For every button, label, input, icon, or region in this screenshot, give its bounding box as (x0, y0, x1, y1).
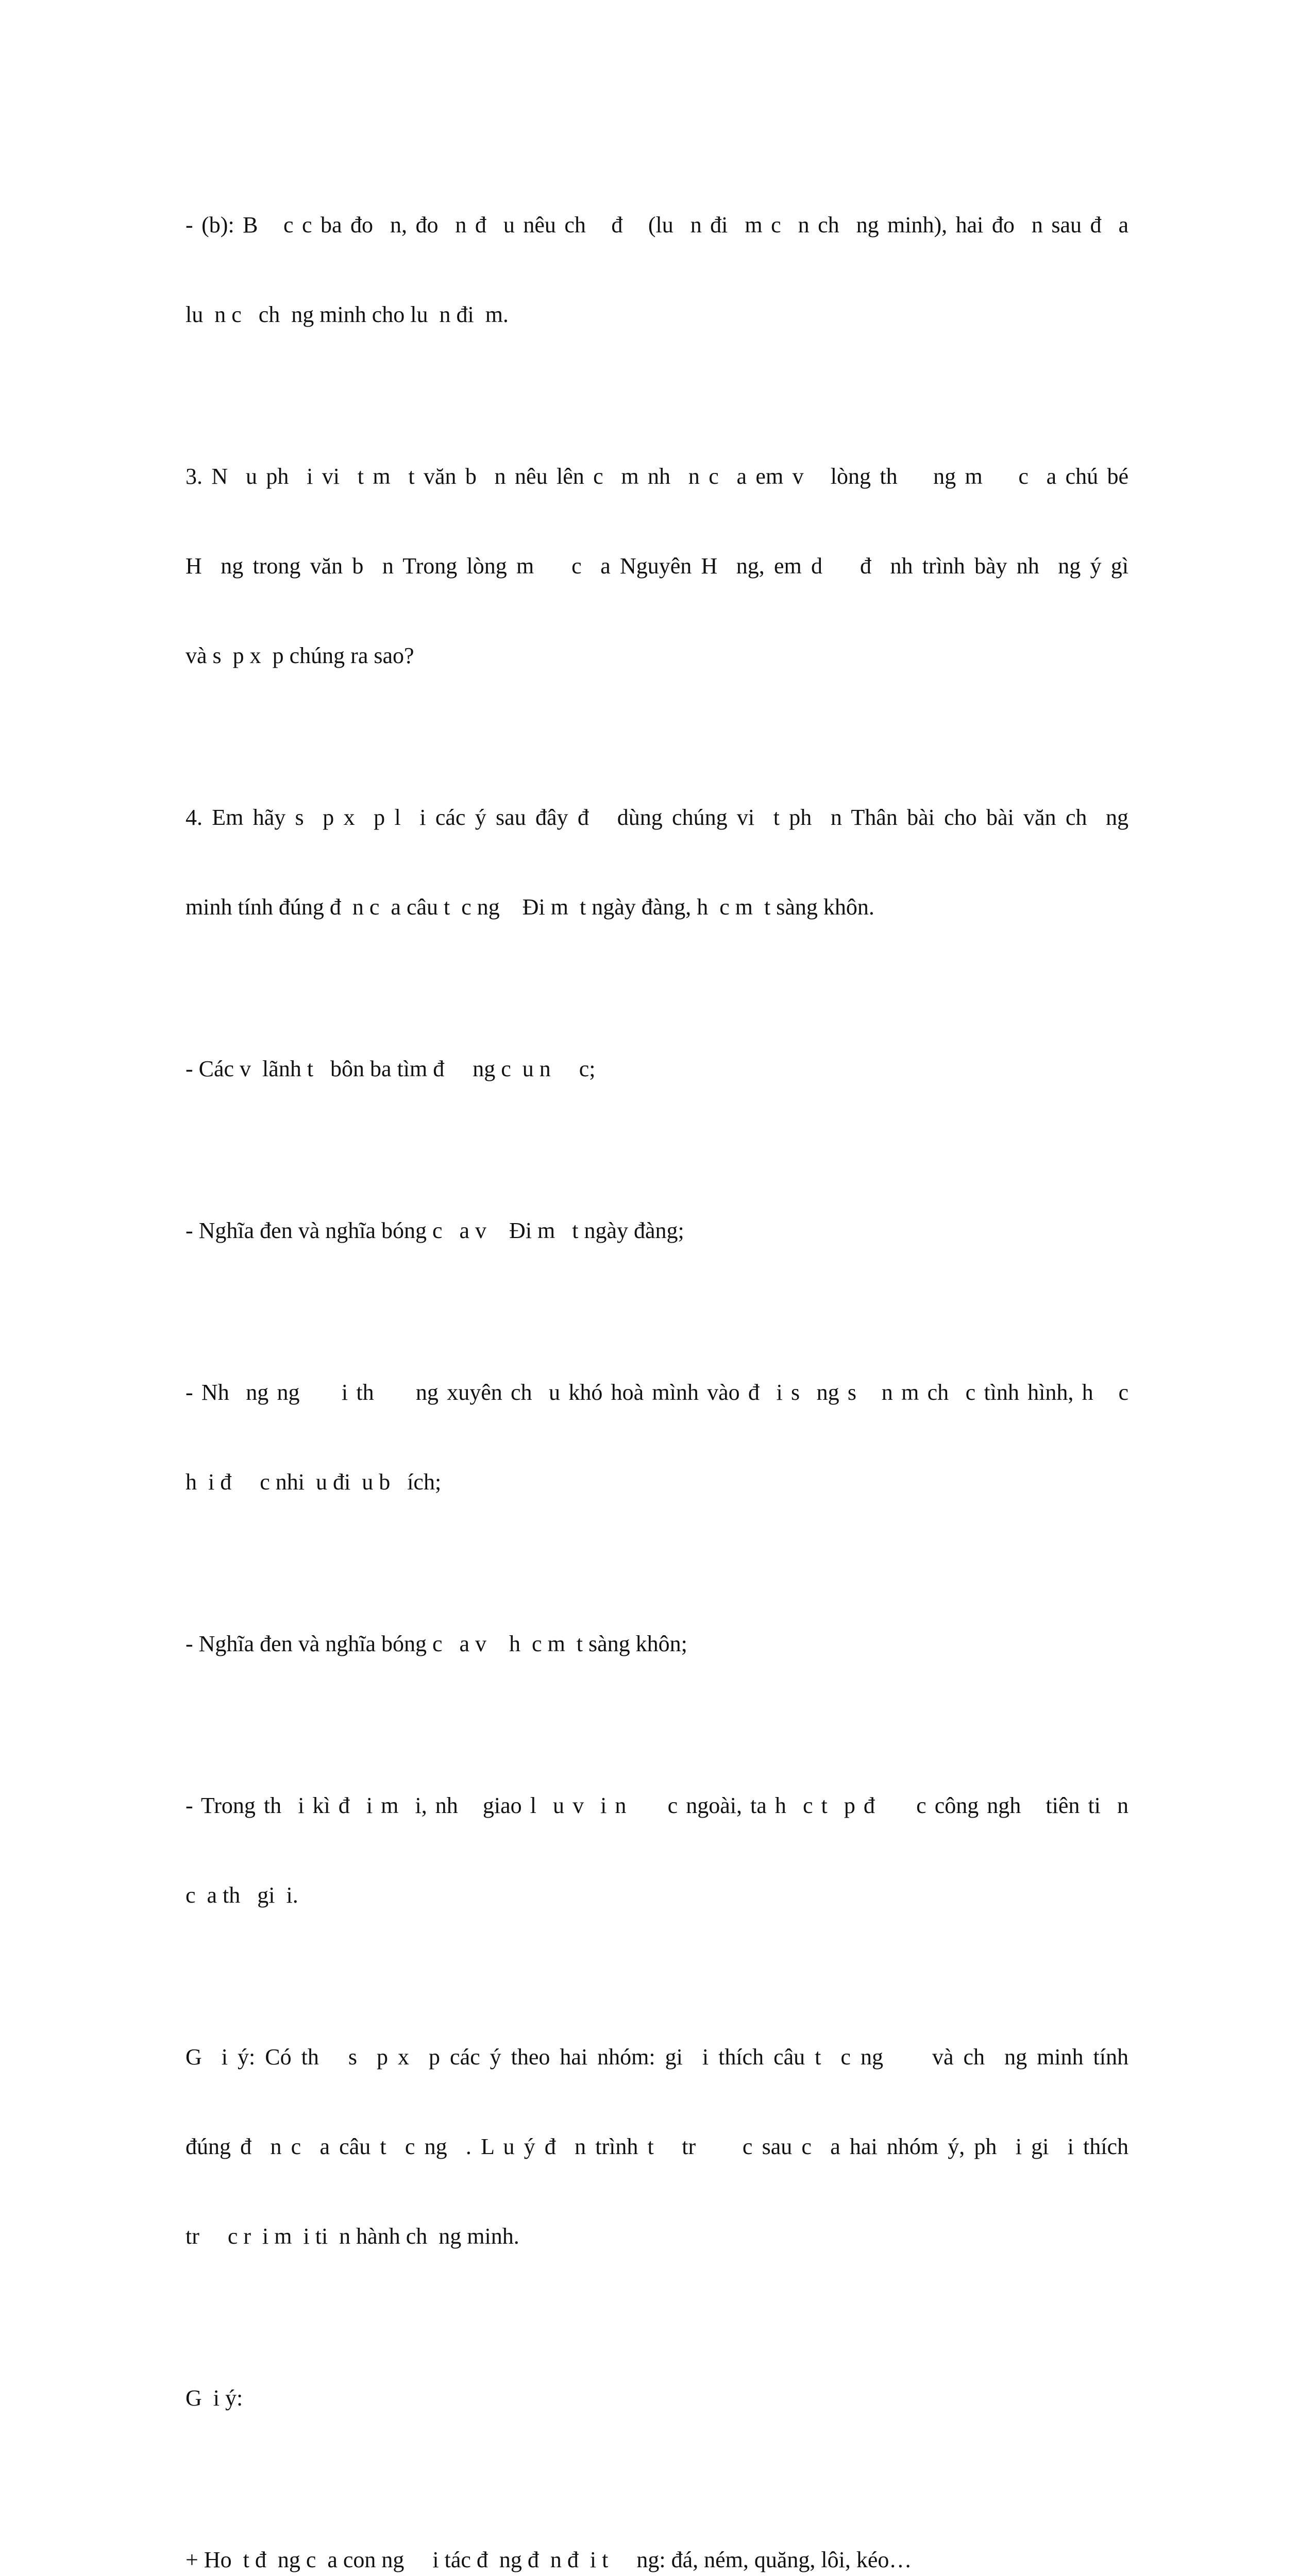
list-item (186, 1318, 1128, 1557)
list-item (186, 1731, 1128, 1970)
text-line: - Trong th i kì đ i m i, nh giao l u v i n c ngoài, ta h c t p đ c công ngh tiên ti n (186, 1793, 1128, 1818)
text-line: H ng trong văn b n Trong lòng m c a Nguyên H ng, em d đ nh trình bày nh ng ý gì (186, 553, 1128, 579)
text-line: - Nghĩa đen và nghĩa bóng c a v Đi m t ngày đàng; (186, 1218, 684, 1243)
paragraph-b-structure (186, 150, 1128, 389)
question-4 (186, 743, 1128, 982)
text-line: G i ý: (186, 2385, 243, 2411)
text-line: - (b): B c c ba đo n, đo n đ u nêu ch đ (lu n đi m c n ch ng minh), hai đo n sau đ a (186, 212, 1128, 238)
text-line: 4. Em hãy s p x p l i các ý sau đây đ dùng chúng vi t ph n Thân bài cho bài văn ch ng (186, 805, 1128, 830)
hint-paragraph (186, 1982, 1128, 2311)
text-line: đúng đ n c a câu t c ng . L u ý đ n trình t tr c sau c a hai nhóm ý, ph i gi i thích (186, 2134, 1128, 2159)
list-item (186, 1569, 1128, 1719)
text-line: h i đ c nhi u đi u b ích; (186, 1469, 442, 1495)
text-line: - Nghĩa đen và nghĩa bóng c a v h c m t sàng khôn; (186, 1631, 687, 1656)
list-item (186, 994, 1128, 1144)
text-line: tr c r i m i ti n hành ch ng minh. (186, 2224, 519, 2249)
text-line: và s p x p chúng ra sao? (186, 643, 414, 668)
document-page (186, 150, 1128, 2576)
text-line: + Ho t đ ng c a con ng i tác đ ng đ n đ i t ng: đá, ném, quăng, lôi, kéo… (186, 2547, 912, 2572)
text-line: G i ý: Có th s p x p các ý theo hai nhóm: gi i thích câu t c ng và ch ng minh tính (186, 2044, 1128, 2070)
hint-item (186, 2485, 1128, 2576)
text-line: 3. N u ph i vi t m t văn b n nêu lên c m nh n c a em v lòng th ng m c a chú bé (186, 464, 1128, 489)
text-line: - Các v lãnh t bôn ba tìm đ ng c u n c; (186, 1056, 596, 1081)
question-3 (186, 402, 1128, 731)
text-line: lu n c ch ng minh cho lu n đi m. (186, 302, 509, 327)
text-line: c a th gi i. (186, 1883, 298, 1908)
list-item (186, 1156, 1128, 1306)
text-line: - Nh ng ng i th ng xuyên ch u khó hoà mình vào đ i s ng s n m ch c tình hình, h c (186, 1380, 1128, 1405)
text-line: minh tính đúng đ n c a câu t c ng Đi m t ngày đàng, h c m t sàng khôn. (186, 894, 874, 920)
hint-heading (186, 2324, 1128, 2473)
